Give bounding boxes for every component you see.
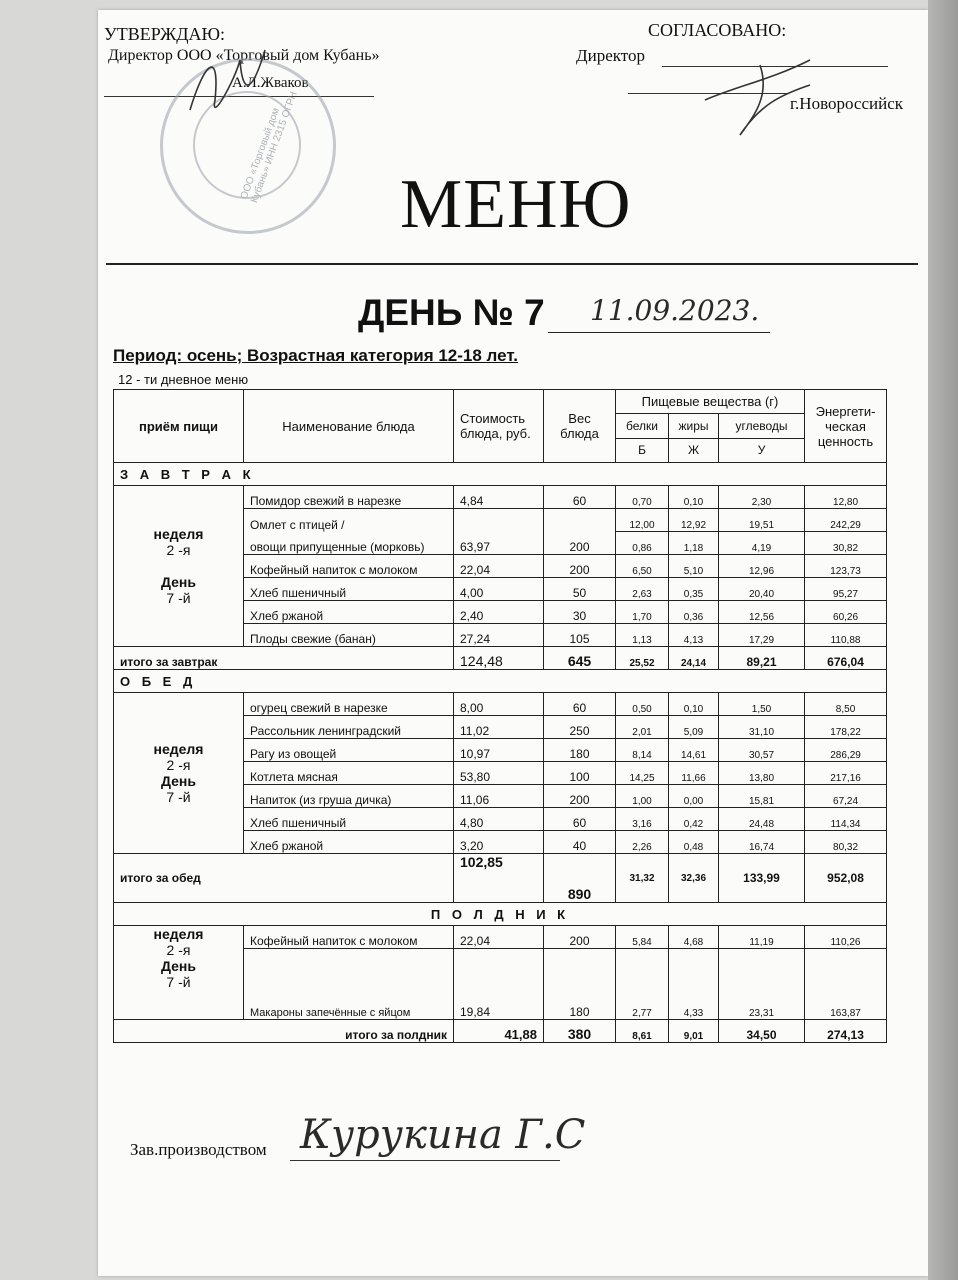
col-nutrients: Пищевые вещества (г) bbox=[616, 390, 805, 414]
table-row: неделя 2 -я День 7 -й Помидор свежий в нарезке 4,84 60 0,70 0,10 2,30 12,80 bbox=[114, 486, 887, 509]
director-signature bbox=[180, 40, 270, 130]
breakfast-total-row: итого за завтрак 124,48 645 25,52 24,14 89,21 676,04 bbox=[114, 647, 887, 670]
approve-name: А.Л.Жваков bbox=[232, 75, 309, 91]
page-title: МЕНЮ bbox=[400, 166, 632, 243]
col-b: Б bbox=[616, 438, 669, 462]
day-date: 11.09.2023. bbox=[590, 294, 760, 327]
table-row: Хлеб ржаной 3,20 40 2,26 0,48 16,74 80,32 bbox=[114, 831, 887, 854]
table-row: Рассольник ленинградский 11,02 250 2,01 5,09 31,10 178,22 bbox=[114, 716, 887, 739]
table-row: Хлеб пшеничный 4,80 60 3,16 0,42 24,48 114,34 bbox=[114, 808, 887, 831]
approve-director: Директор ООО «Торговый дом Кубань» bbox=[108, 47, 380, 64]
menu-table bbox=[113, 389, 887, 1043]
agreed-signature bbox=[700, 55, 820, 145]
table-row: Котлета мясная 53,80 100 14,25 11,66 13,80 217,16 bbox=[114, 762, 887, 785]
lunch-day-group: неделя 2 -я День 7 -й bbox=[114, 693, 244, 854]
table-row: Рагу из овощей 10,97 180 8,14 14,61 30,57 286,29 bbox=[114, 739, 887, 762]
col-zh: Ж bbox=[669, 438, 719, 462]
col-protein: белки bbox=[616, 414, 669, 438]
table-row: Плоды свежие (банан) 27,24 105 1,13 4,13 17,29 110,88 bbox=[114, 624, 887, 647]
title-divider bbox=[106, 263, 918, 265]
snack-day-group: неделя 2 -я День 7 -й bbox=[114, 926, 244, 1020]
col-fat: жиры bbox=[669, 414, 719, 438]
approve-title: УТВЕРЖДАЮ: bbox=[104, 24, 226, 44]
col-energy: Энергети-ческая ценность bbox=[805, 390, 887, 463]
footer-label: Зав.производством bbox=[130, 1140, 267, 1159]
col-u: У bbox=[719, 438, 805, 462]
col-weight: Вес блюда bbox=[544, 390, 616, 463]
table-row: Напиток (из груша дичка) 11,06 200 1,00 0,00 15,81 67,24 bbox=[114, 785, 887, 808]
col-dish: Наименование блюда bbox=[244, 390, 454, 463]
section-snack: П О Л Д Н И К bbox=[114, 903, 887, 926]
day-label: ДЕНЬ № 7 bbox=[358, 292, 545, 333]
col-carbs: углеводы bbox=[719, 414, 805, 438]
table-row: Хлеб пшеничный 4,00 50 2,63 0,35 20,40 95,27 bbox=[114, 578, 887, 601]
menu-type: 12 - ти дневное меню bbox=[118, 372, 249, 387]
table-row: Хлеб ржаной 2,40 30 1,70 0,36 12,56 60,26 bbox=[114, 601, 887, 624]
period-line: Период: осень; Возрастная категория 12-18 лет. bbox=[113, 346, 518, 365]
breakfast-day-group: неделя 2 -я День 7 -й bbox=[114, 486, 244, 647]
signature-line bbox=[290, 1160, 560, 1161]
agreed-title: СОГЛАСОВАНО: bbox=[648, 20, 787, 40]
section-lunch: О Б Е Д bbox=[114, 670, 887, 693]
section-breakfast: З А В Т Р А К bbox=[114, 463, 887, 486]
stamp-text: ООО «Торговый дом Кубань» ИНН 2315 ОГРН bbox=[238, 90, 300, 205]
col-cost: Стоимость блюда, руб. bbox=[454, 390, 544, 463]
table-row: Омлет с птицей / 12,00 12,92 19,51 242,29 bbox=[114, 509, 887, 532]
table-row: Макароны запечённые с яйцом 19,84 180 2,77 4,33 23,31 163,87 bbox=[114, 949, 887, 1020]
table-row: Кофейный напиток с молоком 22,04 200 6,50 5,10 12,96 123,73 bbox=[114, 555, 887, 578]
table-row: неделя 2 -я День 7 -й огурец свежий в нарезке 8,00 60 0,50 0,10 1,50 8,50 bbox=[114, 693, 887, 716]
table-row: овощи припущенные (морковь) 63,97 200 0,86 1,18 4,19 30,82 bbox=[114, 532, 887, 555]
date-underline bbox=[548, 332, 770, 333]
footer-signature: Курукина Г.С bbox=[300, 1112, 586, 1158]
agreed-city: г.Новороссийск bbox=[790, 94, 904, 113]
lunch-total-row: итого за обед 102,85 890 31,32 32,36 133,99 952,08 bbox=[114, 854, 887, 903]
agreed-director: Директор bbox=[576, 46, 645, 65]
col-meal: приём пищи bbox=[114, 390, 244, 463]
page-shadow-edge bbox=[928, 0, 958, 1280]
snack-total-row: итого за полдник 41,88 380 8,61 9,01 34,50 274,13 bbox=[114, 1020, 887, 1043]
table-row: неделя 2 -я День 7 -й Кофейный напиток с молоком 22,04 200 5,84 4,68 11,19 110,26 bbox=[114, 926, 887, 949]
